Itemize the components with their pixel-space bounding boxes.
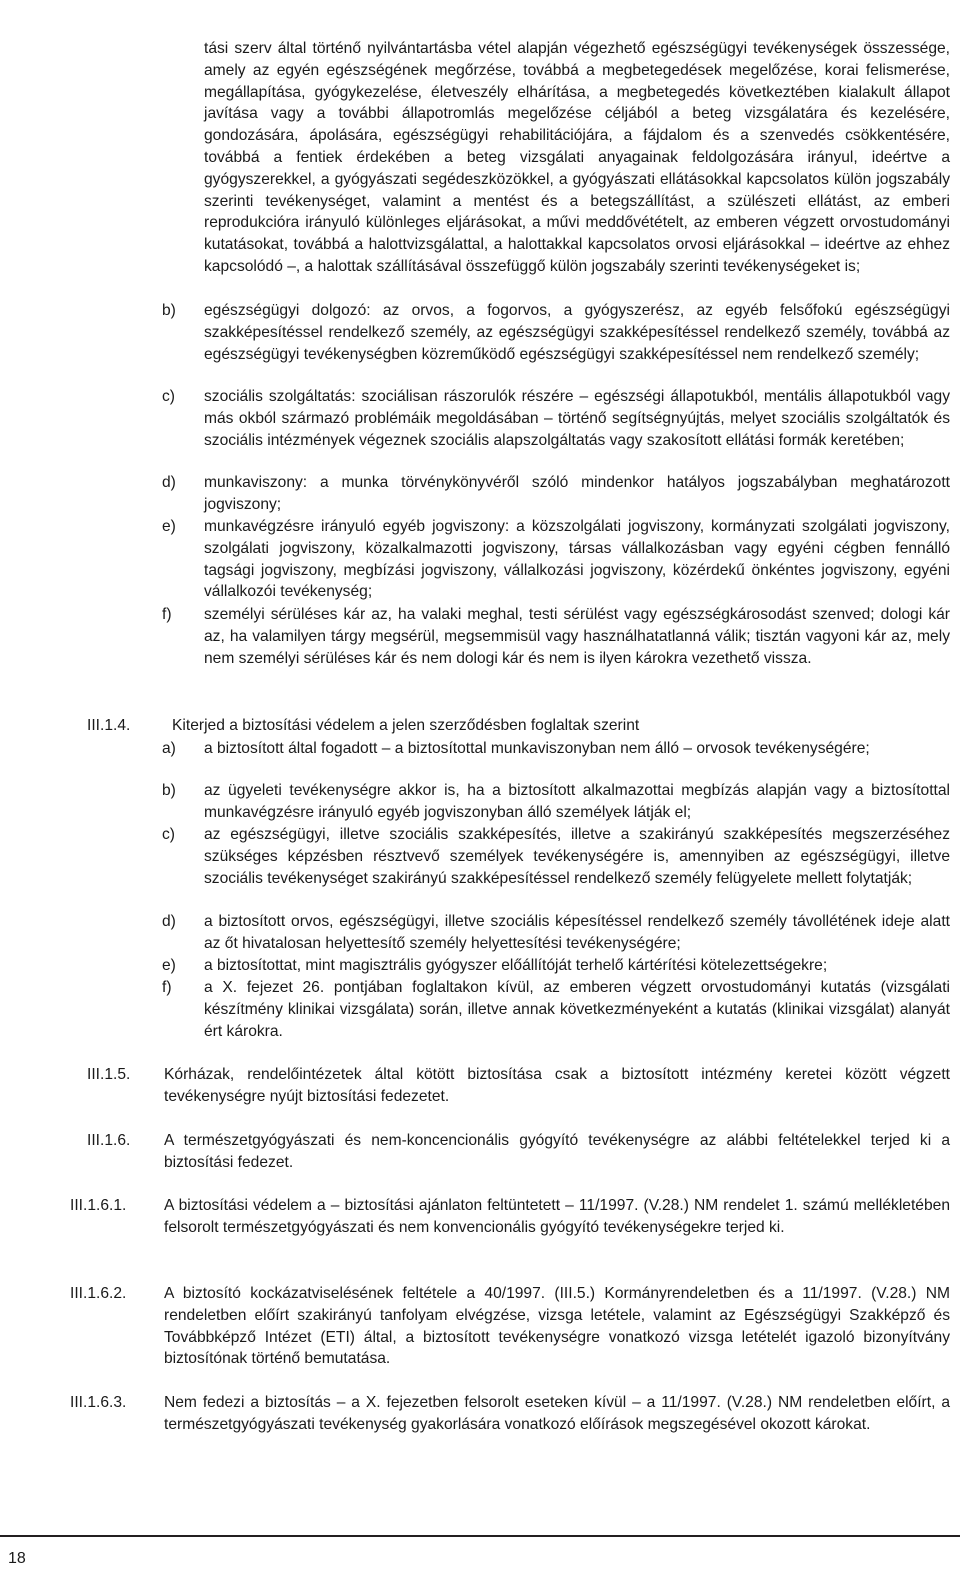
coverage-item-a: a biztosított által fogadott – a biztosítottal munkaviszonyban nem álló – orvosok tevékenységére;	[204, 740, 870, 757]
definition-e: munkavégzésre irányuló egyéb jogviszony: a közszolgálati jogviszony, kormányzati szolgálati jogviszony, szolgálati jogviszony, közalkalmazotti jogviszony, társas vállalkozásban vagy egyéni cégben fennálló tagsági jogviszony, megbízási jogviszony, vállalkozási jogviszony, közérdekű önkéntes jogviszony, egyéni vállalkozói tevékenység;	[204, 518, 950, 601]
coverage-item-d: a biztosított orvos, egészségügyi, illetve szociális képesítéssel rendelkező személy távollétének ideje alatt az őt hivatalosan helyettesítő személy helyettesítési tevékenységére;	[204, 913, 950, 952]
definition-b: egészségügyi dolgozó: az orvos, a fogorvos, a gyógyszerész, az egyéb felsőfokú egészségügyi szakképesítéssel rendelkező személy, az egészségügyi szakképesítéssel rendelkező személy, továbbá az egészségügyi tevékenységben közreműködő egészségügyi szakképesítéssel nem rendelkező személy;	[204, 302, 950, 363]
list-label-b: b)	[162, 302, 176, 319]
coverage-label-a: a)	[162, 740, 176, 757]
section-iii-1-6-1-text: A biztosítási védelem a – biztosítási ajánlaton feltüntetett – 11/1997. (V.28.) NM rendelet 1. számú mellékletében felsorolt természetgyógyászati és nem konvencionális gyógyító tevékenységekre terjed ki.	[164, 1197, 950, 1236]
section-iii-1-6-2-text: A biztosító kockázatviselésének feltétele a 40/1997. (III.5.) Kormányrendeletben és a 11/1997. (V.28.) NM rendeletben előírt szakirányú tanfolyam elvégzése, vizsga letétele, valamint az Egészségügyi Szakképző és Továbbképző Intézet (ETI) által, a biztosított tevékenységre vonatkozó vizsga letételét igazoló bizonyítvány biztosítónak történő bemutatása.	[164, 1285, 950, 1368]
coverage-label-e: e)	[162, 957, 176, 974]
section-number-iii-1-6-2: III.1.6.2.	[70, 1285, 127, 1302]
page-number: 18	[8, 1550, 26, 1567]
list-label-d: d)	[162, 474, 176, 491]
section-number-iii-1-6-3: III.1.6.3.	[70, 1394, 127, 1411]
section-iii-1-4-lead: Kiterjed a biztosítási védelem a jelen szerződésben foglaltak szerint	[172, 717, 640, 734]
section-number-iii-1-6-1: III.1.6.1.	[70, 1197, 127, 1214]
section-iii-1-6-3-text: Nem fedezi a biztosítás – a X. fejezetben felsorolt eseteken kívül – a 11/1997. (V.28.) NM rendeletben előírt, a természetgyógyászati tevékenység gyakorlására vonatkozó előírások megszegésével okozott károkat.	[164, 1394, 950, 1433]
coverage-item-c: az egészségügyi, illetve szociális szakképesítés, illetve a szakirányú szakképesítés megszerzéséhez szükséges képzésben résztvevő személyek tevékenységére is, amennyiben az egészségügyi, illetve szociális tevékenységet szakirányú szakképesítéssel rendelkező személy felügyelete mellett folytatják;	[204, 826, 950, 887]
footer-rule	[0, 1535, 960, 1537]
coverage-item-e: a biztosítottat, mint magisztrális gyógyszer előállítóját terhelő kártérítési kötelezettségekre;	[204, 957, 828, 974]
section-number-iii-1-6: III.1.6.	[87, 1132, 131, 1149]
intro-paragraph: tási szerv által történő nyilvántartásba vétel alapján végezhető egészségügyi tevékenységek összessége, amely az egyén egészségének megőrzése, továbbá a megbetegedések megelőzése, korai felismerése, megállapítása, gyógykezelése, életveszély elhárítása, a megbetegedés következtében kialakult állapot javítása vagy a további állapotromlás megelőzése céljából a beteg vizsgálatára és kezelésére, gondozására, ápolására, egészségügyi rehabilitációjára, a fájdalom és a szenvedés csökkentésére, továbbá a fentiek érdekében a beteg vizsgálati anyagainak feldolgozására irányul, ideértve a gyógyszerekkel, a gyógyászati segédeszközökkel, a gyógyászati ellátásokkal kapcsolatos külön jogszabály szerinti tevékenységet, valamint a mentést és a betegszállítást, a szülészeti ellátást, az emberi reprodukcióra irányuló különleges eljárásokat, a művi meddővétételt, az emberen végzett orvostudományi kutatásokat, továbbá a halottvizsgálattal, a halottakkal kapcsolatos orvosi eljárásokkal – ideértve az ehhez kapcsolódó –, a halottak szállításával összefüggő külön jogszabály szerinti tevékenységeket is;	[204, 40, 950, 275]
coverage-label-b: b)	[162, 782, 176, 799]
section-iii-1-6-text: A természetgyógyászati és nem-koncencionális gyógyító tevékenységre az alábbi feltételekkel terjed ki a biztosítási fedezet.	[164, 1132, 950, 1171]
coverage-label-f: f)	[162, 979, 172, 996]
list-label-c: c)	[162, 388, 175, 405]
section-number-iii-1-5: III.1.5.	[87, 1066, 131, 1083]
definition-d: munkaviszony: a munka törvénykönyvéről szóló mindenkor hatályos jogszabályban meghatározott jogviszony;	[204, 474, 950, 513]
coverage-item-f: a X. fejezet 26. pontjában foglaltakon kívül, az emberen végzett orvostudományi kutatás (vizsgálati készítmény klinikai vizsgálata) során, illetve annak következményeként a kutatás (klinikai vizsgálat) alanyát ért károkra.	[204, 979, 950, 1040]
coverage-label-c: c)	[162, 826, 175, 843]
definition-c: szociális szolgáltatás: szociálisan rászorulók részére – egészségi állapotukból, mentális állapotukból vagy más okból származó problémáik megoldásában – történő segítségnyújtás, melyet szociális szolgáltatók és szociális intézmények végeznek szociális alapszolgáltatás vagy szakosított ellátási formák keretében;	[204, 388, 950, 449]
coverage-label-d: d)	[162, 913, 176, 930]
coverage-item-b: az ügyeleti tevékenységre akkor is, ha a biztosított alkalmazottai megbízás alapján vagy a biztosítottal munkavégzésre irányuló egyéb jogviszonyban álló személyek látják el;	[204, 782, 950, 821]
list-label-e: e)	[162, 518, 176, 535]
list-label-f: f)	[162, 606, 172, 623]
section-iii-1-5-text: Kórházak, rendelőintézetek által kötött biztosítása csak a biztosított intézmény keretei között végzett tevékenységre nyújt biztosítási fedezetet.	[164, 1066, 950, 1105]
section-number-iii-1-4: III.1.4.	[87, 717, 131, 734]
definition-f: személyi sérüléses kár az, ha valaki meghal, testi sérülést vagy egészségkárosodást szenved; dologi kár az, ha valamilyen tárgy megsérül, megsemmisül vagy használhatatlanná válik; tisztán vagyoni kár az, mely nem személyi sérüléses kár és nem dologi kár és nem is ilyen károkra vezethető vissza.	[204, 606, 950, 667]
